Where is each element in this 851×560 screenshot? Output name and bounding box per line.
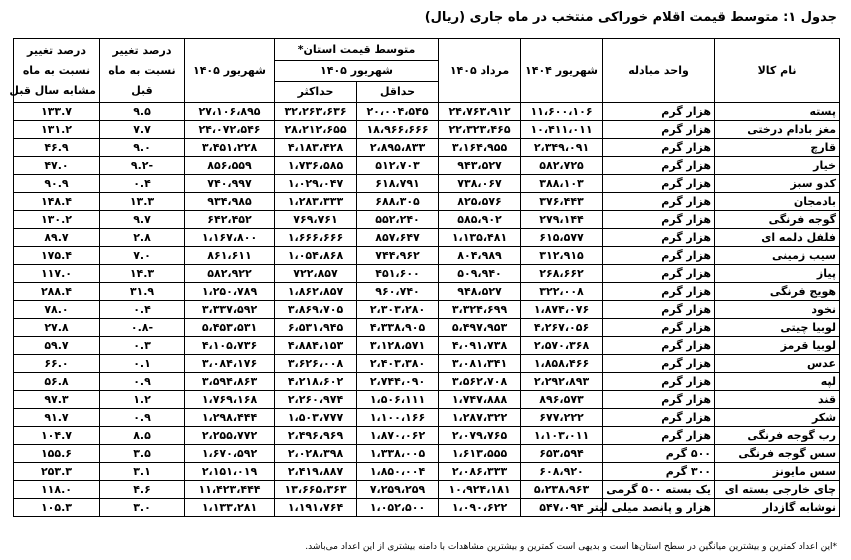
price-mordad-1405-cell: ۵۰۹،۹۴۰ bbox=[439, 265, 521, 283]
table-body bbox=[14, 103, 840, 517]
table-row bbox=[14, 121, 840, 139]
item-cell: هویج فرنگی bbox=[715, 283, 840, 301]
header-monthly-change-line1: درصد تغییر bbox=[112, 43, 172, 57]
table-row bbox=[14, 175, 840, 193]
price-mordad-1405-cell: ۲،۰۸۶،۳۳۳ bbox=[439, 463, 521, 481]
monthly-change-cell: ۰.۴ bbox=[100, 175, 185, 193]
table-row bbox=[14, 193, 840, 211]
price-shahrivar-1404-cell: ۱،۱۰۳،۰۱۱ bbox=[521, 427, 603, 445]
price-shahrivar-1405-cell: ۵۸۲،۹۲۲ bbox=[185, 265, 275, 283]
table-row bbox=[14, 391, 840, 409]
price-shahrivar-1405-cell: ۲۷،۱۰۶،۸۹۵ bbox=[185, 103, 275, 121]
header-monthly-change bbox=[100, 39, 185, 103]
unit-cell: هزار گرم bbox=[603, 319, 715, 337]
price-shahrivar-1404-cell: ۳۱۲،۹۱۵ bbox=[521, 247, 603, 265]
provincial-min-cell: ۴،۳۳۸،۹۰۵ bbox=[357, 319, 439, 337]
provincial-min-cell: ۶۸۸،۳۰۵ bbox=[357, 193, 439, 211]
item-cell: شکر bbox=[715, 409, 840, 427]
price-shahrivar-1405-cell: ۴،۱۰۵،۷۳۶ bbox=[185, 337, 275, 355]
price-shahrivar-1405-cell: ۲،۱۵۱،۰۱۹ bbox=[185, 463, 275, 481]
monthly-change-cell: ۰.۴ bbox=[100, 301, 185, 319]
header-max: حداکثر bbox=[275, 82, 357, 103]
price-shahrivar-1405-cell: ۵،۴۵۳،۵۳۱ bbox=[185, 319, 275, 337]
yearly-change-cell: ۹۷.۳ bbox=[14, 391, 100, 409]
provincial-min-cell: ۵۵۲،۲۴۰ bbox=[357, 211, 439, 229]
price-mordad-1405-cell: ۲۴،۷۶۳،۹۱۲ bbox=[439, 103, 521, 121]
price-mordad-1405-cell: ۱،۰۹۰،۶۲۲ bbox=[439, 499, 521, 517]
price-shahrivar-1404-cell: ۶۵۳،۵۹۴ bbox=[521, 445, 603, 463]
item-cell: چای خارجی بسته ای bbox=[715, 481, 840, 499]
yearly-change-cell: ۱۳۱.۲ bbox=[14, 121, 100, 139]
price-shahrivar-1405-cell: ۹۳۴،۹۸۵ bbox=[185, 193, 275, 211]
table-row bbox=[14, 445, 840, 463]
unit-cell: هزار گرم bbox=[603, 193, 715, 211]
table-title: جدول ۱: متوسط قیمت اقلام خوراکی منتخب در ماه جاری (ریال) bbox=[424, 10, 837, 25]
item-cell: نوشابه گازدار bbox=[715, 499, 840, 517]
monthly-change-cell: ۷.۷ bbox=[100, 121, 185, 139]
provincial-min-cell: ۱،۵۰۶،۱۱۱ bbox=[357, 391, 439, 409]
item-cell: سس مایونز bbox=[715, 463, 840, 481]
unit-cell: هزار و پانصد میلی لیتر bbox=[603, 499, 715, 517]
item-cell: پیاز bbox=[715, 265, 840, 283]
price-mordad-1405-cell: ۵۸۵،۹۰۲ bbox=[439, 211, 521, 229]
footnote: *این اعداد کمترین و بیشترین میانگین در سطح استان‌ها است و بدیهی است کمترین و بیشترین مشاهدات با دامنه بیشتری از این اعداد می‌باشد. bbox=[305, 542, 837, 552]
provincial-max-cell: ۲۸،۲۱۲،۶۵۵ bbox=[275, 121, 357, 139]
price-mordad-1405-cell: ۷۳۸،۰۶۷ bbox=[439, 175, 521, 193]
monthly-change-cell: ۷.۰ bbox=[100, 247, 185, 265]
header-provincial-month: شهریور ۱۴۰۵ bbox=[275, 61, 439, 82]
monthly-change-cell: ۱۳.۳ bbox=[100, 193, 185, 211]
unit-cell: هزار گرم bbox=[603, 391, 715, 409]
table-row bbox=[14, 157, 840, 175]
price-shahrivar-1405-cell: ۸۵۶،۵۵۹ bbox=[185, 157, 275, 175]
price-shahrivar-1405-cell: ۳،۵۹۴،۸۶۳ bbox=[185, 373, 275, 391]
monthly-change-cell: ۴.۶ bbox=[100, 481, 185, 499]
item-cell: سس گوجه فرنگی bbox=[715, 445, 840, 463]
provincial-max-cell: ۳،۸۶۹،۷۰۵ bbox=[275, 301, 357, 319]
yearly-change-cell: ۱۵۵.۶ bbox=[14, 445, 100, 463]
monthly-change-cell: ۱.۲ bbox=[100, 391, 185, 409]
provincial-min-cell: ۴۵۱،۶۰۰ bbox=[357, 265, 439, 283]
monthly-change-cell: ۳.۱ bbox=[100, 463, 185, 481]
yearly-change-cell: ۴۷.۰ bbox=[14, 157, 100, 175]
provincial-max-cell: ۲،۰۲۸،۳۹۸ bbox=[275, 445, 357, 463]
price-shahrivar-1404-cell: ۱۰،۴۱۱،۰۱۱ bbox=[521, 121, 603, 139]
price-shahrivar-1405-cell: ۸۶۱،۶۱۱ bbox=[185, 247, 275, 265]
yearly-change-cell: ۱۱۷.۰ bbox=[14, 265, 100, 283]
yearly-change-cell: ۲۷.۸ bbox=[14, 319, 100, 337]
price-shahrivar-1404-cell: ۵،۲۳۸،۹۶۳ bbox=[521, 481, 603, 499]
price-mordad-1405-cell: ۱،۶۱۳،۵۵۵ bbox=[439, 445, 521, 463]
monthly-change-cell: ۲.۸ bbox=[100, 229, 185, 247]
header-min: حداقل bbox=[357, 82, 439, 103]
monthly-change-cell: ۸.۵ bbox=[100, 427, 185, 445]
unit-cell: هزار گرم bbox=[603, 211, 715, 229]
unit-cell: هزار گرم bbox=[603, 301, 715, 319]
price-shahrivar-1404-cell: ۳۸۸،۱۰۳ bbox=[521, 175, 603, 193]
table-row bbox=[14, 301, 840, 319]
provincial-min-cell: ۷۴۴،۹۶۲ bbox=[357, 247, 439, 265]
yearly-change-cell: ۱۱۸.۰ bbox=[14, 481, 100, 499]
price-shahrivar-1404-cell: ۶۷۷،۲۲۲ bbox=[521, 409, 603, 427]
yearly-change-cell: ۵۶.۸ bbox=[14, 373, 100, 391]
monthly-change-cell: ۰.۳ bbox=[100, 337, 185, 355]
table-row bbox=[14, 139, 840, 157]
yearly-change-cell: ۴۶.۹ bbox=[14, 139, 100, 157]
price-shahrivar-1405-cell: ۱،۲۵۰،۷۸۹ bbox=[185, 283, 275, 301]
price-mordad-1405-cell: ۹۴۳،۵۲۷ bbox=[439, 157, 521, 175]
provincial-max-cell: ۱۳،۶۶۵،۳۶۳ bbox=[275, 481, 357, 499]
price-mordad-1405-cell: ۳،۳۲۴،۶۹۹ bbox=[439, 301, 521, 319]
monthly-change-cell: -۹.۲ bbox=[100, 157, 185, 175]
price-shahrivar-1404-cell: ۵۴۷،۰۹۴ bbox=[521, 499, 603, 517]
provincial-min-cell: ۲،۳۰۳،۲۸۰ bbox=[357, 301, 439, 319]
item-cell: قارچ bbox=[715, 139, 840, 157]
header-yearly-change bbox=[9, 39, 100, 103]
table-row bbox=[14, 265, 840, 283]
monthly-change-cell: ۰.۹ bbox=[100, 409, 185, 427]
item-cell: لپه bbox=[715, 373, 840, 391]
price-shahrivar-1405-cell: ۱،۷۶۹،۱۶۸ bbox=[185, 391, 275, 409]
price-shahrivar-1404-cell: ۶۱۵،۵۷۷ bbox=[521, 229, 603, 247]
price-shahrivar-1404-cell: ۵۸۲،۷۲۵ bbox=[521, 157, 603, 175]
provincial-max-cell: ۱،۸۶۲،۸۵۷ bbox=[275, 283, 357, 301]
unit-cell: ۵۰۰ گرم bbox=[603, 445, 715, 463]
table-row bbox=[14, 283, 840, 301]
header-monthly-change-line2: نسبت به ماه bbox=[108, 63, 176, 77]
header-yearly-change-line3: مشابه سال قبل bbox=[9, 83, 96, 97]
table-row bbox=[14, 337, 840, 355]
provincial-max-cell: ۲،۲۶۰،۹۷۴ bbox=[275, 391, 357, 409]
item-cell: نخود bbox=[715, 301, 840, 319]
table-row bbox=[14, 211, 840, 229]
provincial-max-cell: ۷۶۹،۷۶۱ bbox=[275, 211, 357, 229]
unit-cell: هزار گرم bbox=[603, 175, 715, 193]
price-mordad-1405-cell: ۲،۰۷۹،۷۶۵ bbox=[439, 427, 521, 445]
monthly-change-cell: ۹.۷ bbox=[100, 211, 185, 229]
provincial-max-cell: ۱،۶۶۶،۶۶۶ bbox=[275, 229, 357, 247]
header-shahrivar-1404: شهریور ۱۴۰۴ bbox=[521, 39, 603, 103]
provincial-min-cell: ۲۰،۰۰۴،۵۴۵ bbox=[357, 103, 439, 121]
price-shahrivar-1405-cell: ۷۴۰،۹۹۷ bbox=[185, 175, 275, 193]
yearly-change-cell: ۹۰.۹ bbox=[14, 175, 100, 193]
price-shahrivar-1404-cell: ۱،۸۵۸،۴۶۶ bbox=[521, 355, 603, 373]
table-row bbox=[14, 373, 840, 391]
table-row bbox=[14, 247, 840, 265]
price-shahrivar-1405-cell: ۱،۶۷۰،۵۹۲ bbox=[185, 445, 275, 463]
provincial-min-cell: ۱،۰۵۲،۵۰۰ bbox=[357, 499, 439, 517]
unit-cell: هزار گرم bbox=[603, 103, 715, 121]
header-yearly-change-line1: درصد تغییر bbox=[27, 43, 86, 57]
provincial-min-cell: ۱،۱۰۰،۱۶۶ bbox=[357, 409, 439, 427]
yearly-change-cell: ۲۵۳.۳ bbox=[14, 463, 100, 481]
provincial-min-cell: ۷،۲۵۹،۲۵۹ bbox=[357, 481, 439, 499]
monthly-change-cell: ۳.۵ bbox=[100, 445, 185, 463]
provincial-max-cell: ۶،۵۳۱،۹۴۵ bbox=[275, 319, 357, 337]
item-cell: خیار bbox=[715, 157, 840, 175]
provincial-min-cell: ۱،۸۵۰،۰۰۴ bbox=[357, 463, 439, 481]
table-row bbox=[14, 409, 840, 427]
provincial-min-cell: ۱،۸۷۰،۰۶۲ bbox=[357, 427, 439, 445]
provincial-max-cell: ۱،۷۳۶،۵۸۵ bbox=[275, 157, 357, 175]
unit-cell: هزار گرم bbox=[603, 157, 715, 175]
yearly-change-cell: ۲۸۸.۴ bbox=[14, 283, 100, 301]
price-mordad-1405-cell: ۸۰۴،۹۸۹ bbox=[439, 247, 521, 265]
provincial-max-cell: ۱،۲۸۳،۳۳۳ bbox=[275, 193, 357, 211]
header-provincial-average: متوسط قیمت استان* bbox=[275, 39, 439, 61]
provincial-min-cell: ۳،۱۲۸،۵۷۱ bbox=[357, 337, 439, 355]
header-shahrivar-1405: شهریور ۱۴۰۵ bbox=[185, 39, 275, 103]
table-row bbox=[14, 103, 840, 121]
provincial-max-cell: ۱،۰۲۹،۰۴۷ bbox=[275, 175, 357, 193]
item-cell: کدو سبز bbox=[715, 175, 840, 193]
price-shahrivar-1404-cell: ۳۲۲،۰۰۸ bbox=[521, 283, 603, 301]
price-shahrivar-1404-cell: ۲،۳۴۹،۰۹۱ bbox=[521, 139, 603, 157]
unit-cell: هزار گرم bbox=[603, 409, 715, 427]
unit-cell: هزار گرم bbox=[603, 121, 715, 139]
table-row bbox=[14, 355, 840, 373]
yearly-change-cell: ۱۳۰.۲ bbox=[14, 211, 100, 229]
unit-cell: ۳۰۰ گرم bbox=[603, 463, 715, 481]
item-cell: بادمجان bbox=[715, 193, 840, 211]
price-shahrivar-1404-cell: ۲،۵۷۰،۳۶۸ bbox=[521, 337, 603, 355]
header-yearly-change-line2: نسبت به ماه bbox=[22, 63, 91, 77]
price-mordad-1405-cell: ۹۴۸،۵۲۷ bbox=[439, 283, 521, 301]
price-mordad-1405-cell: ۴،۰۹۱،۷۳۸ bbox=[439, 337, 521, 355]
monthly-change-cell: ۰.۱ bbox=[100, 355, 185, 373]
provincial-max-cell: ۲،۴۱۹،۸۸۷ bbox=[275, 463, 357, 481]
provincial-min-cell: ۶۱۸،۷۹۱ bbox=[357, 175, 439, 193]
unit-cell: هزار گرم bbox=[603, 283, 715, 301]
provincial-max-cell: ۷۲۲،۸۵۷ bbox=[275, 265, 357, 283]
item-cell: قند bbox=[715, 391, 840, 409]
price-shahrivar-1404-cell: ۴،۲۶۷،۰۵۶ bbox=[521, 319, 603, 337]
item-cell: لوبیا قرمز bbox=[715, 337, 840, 355]
yearly-change-cell: ۱۰۵.۳ bbox=[14, 499, 100, 517]
price-shahrivar-1405-cell: ۱،۱۳۳،۲۸۱ bbox=[185, 499, 275, 517]
header-monthly-change-line3: قبل bbox=[131, 83, 153, 97]
unit-cell: هزار گرم bbox=[603, 247, 715, 265]
price-shahrivar-1405-cell: ۲،۲۵۵،۷۷۲ bbox=[185, 427, 275, 445]
price-mordad-1405-cell: ۳،۵۶۲،۷۰۸ bbox=[439, 373, 521, 391]
unit-cell: هزار گرم bbox=[603, 229, 715, 247]
monthly-change-cell: ۱۴.۳ bbox=[100, 265, 185, 283]
item-cell: گوجه فرنگی bbox=[715, 211, 840, 229]
yearly-change-cell: ۷۸.۰ bbox=[14, 301, 100, 319]
unit-cell: هزار گرم bbox=[603, 337, 715, 355]
price-shahrivar-1405-cell: ۱،۲۹۸،۴۴۴ bbox=[185, 409, 275, 427]
item-cell: لوبیا چیتی bbox=[715, 319, 840, 337]
yearly-change-cell: ۵۹.۷ bbox=[14, 337, 100, 355]
price-shahrivar-1405-cell: ۳،۴۵۱،۲۲۸ bbox=[185, 139, 275, 157]
price-mordad-1405-cell: ۸۲۵،۵۷۶ bbox=[439, 193, 521, 211]
price-mordad-1405-cell: ۳،۰۸۱،۳۴۱ bbox=[439, 355, 521, 373]
provincial-min-cell: ۲،۴۰۳،۳۸۰ bbox=[357, 355, 439, 373]
provincial-max-cell: ۲،۴۹۶،۹۶۹ bbox=[275, 427, 357, 445]
price-mordad-1405-cell: ۱،۲۸۷،۳۲۲ bbox=[439, 409, 521, 427]
price-shahrivar-1405-cell: ۱۱،۴۲۳،۴۴۴ bbox=[185, 481, 275, 499]
unit-cell: هزار گرم bbox=[603, 373, 715, 391]
price-shahrivar-1405-cell: ۳،۰۸۴،۱۷۶ bbox=[185, 355, 275, 373]
table-row bbox=[14, 481, 840, 499]
item-cell: سیب زمینی bbox=[715, 247, 840, 265]
provincial-min-cell: ۱،۳۳۸،۰۰۵ bbox=[357, 445, 439, 463]
table-row bbox=[14, 499, 840, 517]
item-cell: عدس bbox=[715, 355, 840, 373]
monthly-change-cell: ۰.۹ bbox=[100, 373, 185, 391]
price-shahrivar-1404-cell: ۲۶۸،۶۶۲ bbox=[521, 265, 603, 283]
provincial-min-cell: ۲،۷۴۴،۰۹۰ bbox=[357, 373, 439, 391]
header-unit: واحد مبادله bbox=[603, 39, 715, 103]
provincial-max-cell: ۱،۰۵۴،۸۶۸ bbox=[275, 247, 357, 265]
yearly-change-cell: ۶۶.۰ bbox=[14, 355, 100, 373]
provincial-min-cell: ۵۱۲،۷۰۳ bbox=[357, 157, 439, 175]
yearly-change-cell: ۱۳۳.۷ bbox=[14, 103, 100, 121]
price-shahrivar-1405-cell: ۳،۳۳۷،۵۹۲ bbox=[185, 301, 275, 319]
price-shahrivar-1405-cell: ۱،۱۶۷،۸۰۰ bbox=[185, 229, 275, 247]
yearly-change-cell: ۱۴۸.۴ bbox=[14, 193, 100, 211]
price-table bbox=[9, 38, 840, 517]
monthly-change-cell: ۳.۰ bbox=[100, 499, 185, 517]
price-shahrivar-1404-cell: ۶۰۸،۹۲۰ bbox=[521, 463, 603, 481]
price-shahrivar-1404-cell: ۳۷۶،۴۴۳ bbox=[521, 193, 603, 211]
item-cell: فلفل دلمه ای bbox=[715, 229, 840, 247]
unit-cell: هزار گرم bbox=[603, 427, 715, 445]
price-shahrivar-1404-cell: ۸۹۶،۵۷۳ bbox=[521, 391, 603, 409]
price-shahrivar-1404-cell: ۲،۲۹۲،۸۹۳ bbox=[521, 373, 603, 391]
provincial-max-cell: ۴،۲۱۸،۶۰۲ bbox=[275, 373, 357, 391]
monthly-change-cell: -۰.۸ bbox=[100, 319, 185, 337]
yearly-change-cell: ۱۷۵.۴ bbox=[14, 247, 100, 265]
monthly-change-cell: ۹.۰ bbox=[100, 139, 185, 157]
table-row bbox=[14, 463, 840, 481]
yearly-change-cell: ۱۰۴.۷ bbox=[14, 427, 100, 445]
table-row bbox=[14, 319, 840, 337]
provincial-max-cell: ۳،۶۲۶،۰۰۸ bbox=[275, 355, 357, 373]
unit-cell: هزار گرم bbox=[603, 139, 715, 157]
provincial-min-cell: ۹۶۰،۷۴۰ bbox=[357, 283, 439, 301]
unit-cell: هزار گرم bbox=[603, 265, 715, 283]
provincial-min-cell: ۸۵۷،۶۴۷ bbox=[357, 229, 439, 247]
unit-cell: یک بسته ۵۰۰ گرمی bbox=[603, 481, 715, 499]
price-shahrivar-1404-cell: ۲۷۹،۱۴۴ bbox=[521, 211, 603, 229]
price-mordad-1405-cell: ۳،۱۶۴،۹۵۵ bbox=[439, 139, 521, 157]
price-shahrivar-1404-cell: ۱،۸۷۴،۰۷۶ bbox=[521, 301, 603, 319]
price-mordad-1405-cell: ۱۰،۹۲۴،۱۸۱ bbox=[439, 481, 521, 499]
price-shahrivar-1405-cell: ۲۴،۰۷۲،۵۴۶ bbox=[185, 121, 275, 139]
item-cell: رب گوجه فرنگی bbox=[715, 427, 840, 445]
price-shahrivar-1405-cell: ۶۴۲،۴۵۲ bbox=[185, 211, 275, 229]
yearly-change-cell: ۹۱.۷ bbox=[14, 409, 100, 427]
yearly-change-cell: ۸۹.۷ bbox=[14, 229, 100, 247]
monthly-change-cell: ۹.۵ bbox=[100, 103, 185, 121]
provincial-min-cell: ۲،۸۹۵،۸۳۳ bbox=[357, 139, 439, 157]
price-mordad-1405-cell: ۵،۴۹۷،۹۵۳ bbox=[439, 319, 521, 337]
price-mordad-1405-cell: ۱،۱۳۵،۴۸۱ bbox=[439, 229, 521, 247]
unit-cell: هزار گرم bbox=[603, 355, 715, 373]
provincial-max-cell: ۳۲،۲۶۳،۶۳۶ bbox=[275, 103, 357, 121]
provincial-max-cell: ۱،۱۹۱،۷۶۴ bbox=[275, 499, 357, 517]
header-item: نام کالا bbox=[715, 39, 840, 103]
table-row bbox=[14, 229, 840, 247]
provincial-max-cell: ۴،۸۸۴،۱۵۳ bbox=[275, 337, 357, 355]
provincial-max-cell: ۴،۱۸۳،۴۲۸ bbox=[275, 139, 357, 157]
provincial-min-cell: ۱۸،۹۶۶،۶۶۶ bbox=[357, 121, 439, 139]
monthly-change-cell: ۳۱.۹ bbox=[100, 283, 185, 301]
provincial-max-cell: ۱،۵۰۳،۷۷۷ bbox=[275, 409, 357, 427]
price-mordad-1405-cell: ۲۲،۳۲۳،۴۶۵ bbox=[439, 121, 521, 139]
price-mordad-1405-cell: ۱،۷۴۷،۸۸۸ bbox=[439, 391, 521, 409]
table-row bbox=[14, 427, 840, 445]
item-cell: پسته bbox=[715, 103, 840, 121]
header-mordad-1405: مرداد ۱۴۰۵ bbox=[439, 39, 521, 103]
price-shahrivar-1404-cell: ۱۱،۶۰۰،۱۰۶ bbox=[521, 103, 603, 121]
item-cell: مغز بادام درختی bbox=[715, 121, 840, 139]
